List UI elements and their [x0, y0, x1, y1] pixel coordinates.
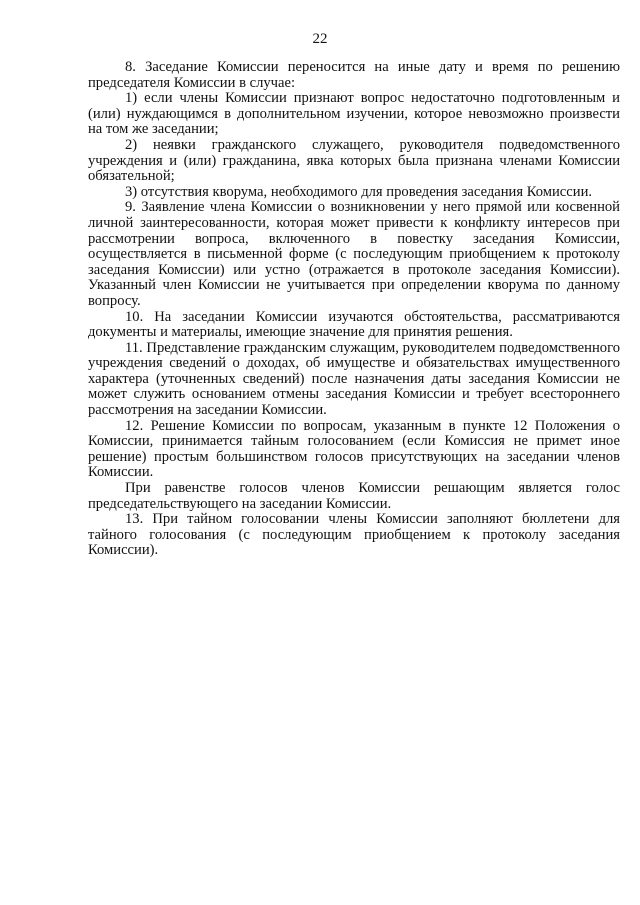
paragraph-subitem-3: 3) отсутствия кворума, необходимого для проведения заседания Комиссии. [125, 183, 593, 200]
paragraph-subitem-1: 1) если члены Комиссии признают вопрос недостаточно подготовленным и (или) нуждающимся в дополнительном изучении, которое невозможно произвести на том же заседании; [88, 90, 620, 138]
paragraph-item-11: 11. Представление гражданским служащим, руководителем подведомственного учреждения сведений о доходах, об имуществе и обязательствах имущественного характера (уточненных сведений) после назначения даты заседания Комиссии не может служить основанием отмены заседания Комиссии и требует всестороннего рассмотрения на заседании Комиссии. [88, 339, 620, 419]
paragraph-item-8: 8. Заседание Комиссии переносится на иные дату и время по решению председателя Комиссии в случае: [88, 59, 620, 91]
paragraph-tie-vote: При равенстве голосов членов Комиссии решающим является голос председательствующего на заседании Комиссии. [88, 480, 620, 512]
page-number: 22 [312, 31, 328, 47]
paragraph-item-9: 9. Заявление члена Комиссии о возникновении у него прямой или косвенной личной заинтересованности, которая может привести к конфликту интересов при рассмотрении вопроса, включенного в повестку заседания Комиссии, осуществляется в письменной форме (с последующим приобщением к протоколу заседания Комиссии) или устно (отражается в протоколе заседания Комиссии). Указанный член Комиссии не учитывается при определении кворума по данному вопросу. [88, 199, 620, 309]
paragraph-item-12: 12. Решение Комиссии по вопросам, указанным в пункте 12 Положения о Комиссии, принимается тайным голосованием (если Комиссия не примет иное решение) простым большинством голосов присутствующих на заседании членов Комиссии. [88, 417, 620, 481]
paragraph-item-10: 10. На заседании Комиссии изучаются обстоятельства, рассматриваются документы и материалы, имеющие значение для принятия решения. [88, 308, 620, 341]
paragraph-subitem-2: 2) неявки гражданского служащего, руководителя подведомственного учреждения и (или) гражданина, явка которых была признана членами Комиссии обязательной; [88, 136, 620, 185]
document-body [88, 60, 620, 559]
paragraph-item-13: 13. При тайном голосовании члены Комиссии заполняют бюллетени для тайного голосования (с последующим приобщением к протоколу заседания Комиссии). [88, 511, 620, 559]
